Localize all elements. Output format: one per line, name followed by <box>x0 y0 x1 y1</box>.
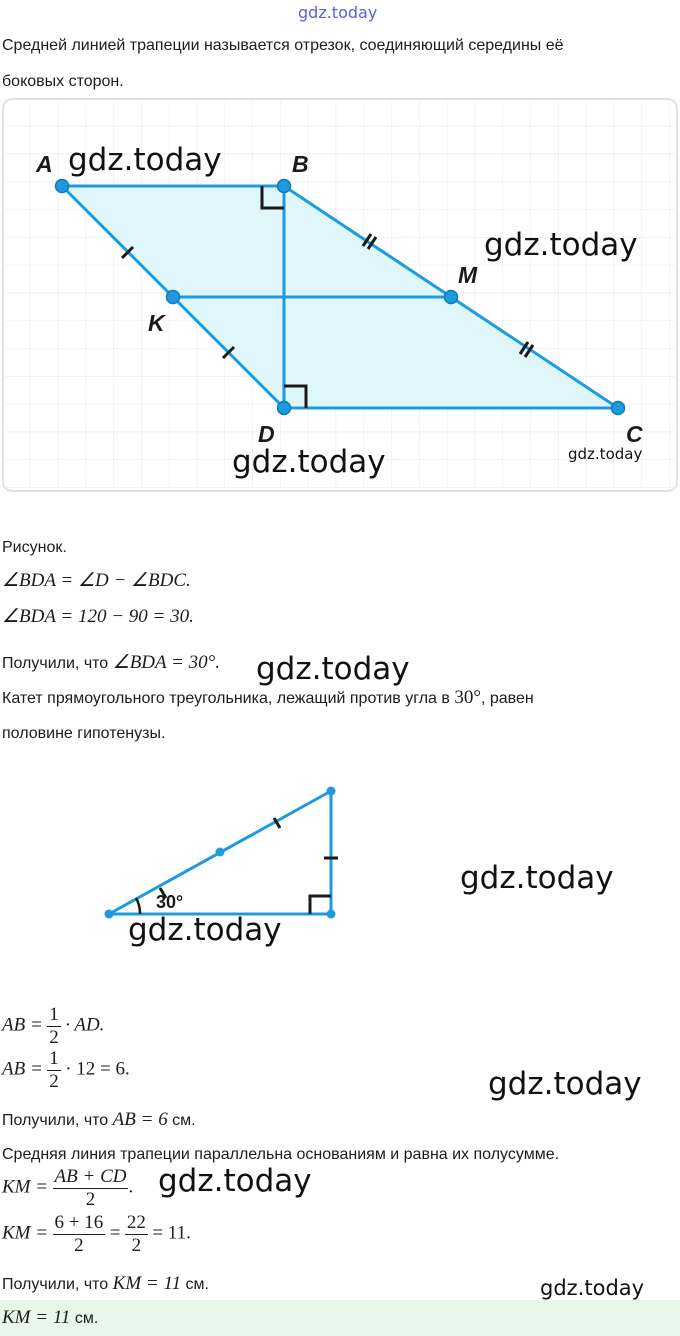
result-1 <box>2 653 220 674</box>
km-eq-1-num: AB + CD <box>54 1166 127 1187</box>
triangle-vertex-top <box>327 787 336 796</box>
angle-label: 30° <box>156 892 184 912</box>
km-eq-2-lhs: KM = <box>2 1222 49 1244</box>
km-eq-1-lhs: KM = <box>2 1176 49 1198</box>
result-2-math: AB = 6 <box>112 1109 168 1130</box>
watermark-fig1-b: gdz.today <box>484 227 638 263</box>
ab-eq-2-rhs: · 12 = 6. <box>65 1058 130 1080</box>
rule-2: Средняя линия трапеции параллельна основаниям и равна их полусумме. <box>2 1146 560 1163</box>
point-a <box>56 180 69 193</box>
result-3-math: KM = 11 <box>112 1273 182 1294</box>
result-3-prefix: Получили, что <box>2 1276 109 1293</box>
label-c: C <box>626 421 643 447</box>
triangle-figure <box>90 778 350 928</box>
km-eq-2-den-2: 2 <box>131 1235 142 1256</box>
result-1-prefix: Получили, что <box>2 655 109 672</box>
intro-line-1: Средней линией трапеции называется отрезок, соединяющий середины её <box>2 37 564 54</box>
ab-eq-1-rhs: · AD. <box>65 1014 105 1036</box>
ab-eq-2-num: 1 <box>49 1048 59 1069</box>
result-3 <box>2 1274 209 1295</box>
rule-1-line-2: половине гипотенузы. <box>2 725 166 742</box>
km-eq-2-tail: = 11. <box>152 1222 191 1244</box>
result-2 <box>2 1110 196 1131</box>
label-m: M <box>458 262 478 288</box>
km-eq-1-den: 2 <box>85 1189 96 1210</box>
rule-1-tail: , равен <box>480 690 534 707</box>
ab-eq-1-lhs: AB = <box>2 1014 43 1036</box>
result-2-prefix: Получили, что <box>2 1112 109 1129</box>
km-equation-2 <box>2 1212 191 1257</box>
final-answer <box>2 1308 98 1329</box>
ab-equation-2 <box>2 1048 130 1093</box>
watermark-text-d: gdz.today <box>540 1276 645 1300</box>
result-1-math: ∠BDA = 30°. <box>112 652 220 673</box>
rule-1-line-1 <box>2 688 534 709</box>
label-b: B <box>292 151 309 177</box>
label-k: K <box>148 310 165 336</box>
km-eq-2-den-1: 2 <box>74 1235 84 1256</box>
km-eq-2-num-1: 6 + 16 <box>54 1212 104 1233</box>
point-c <box>612 402 625 415</box>
ab-eq-1-fraction <box>47 1004 61 1049</box>
ab-equation-1 <box>2 1004 104 1049</box>
equation-2: ∠BDA = 120 − 90 = 30. <box>2 606 194 627</box>
answer-box <box>0 1300 680 1336</box>
watermark-fig2-b: gdz.today <box>460 860 614 896</box>
watermark-text-a: gdz.today <box>256 651 410 687</box>
equation-1: ∠BDA = ∠D − ∠BDC. <box>2 570 191 591</box>
triangle-vertex-left <box>105 910 114 919</box>
ab-eq-2-lhs: AB = <box>2 1058 43 1080</box>
km-eq-2-equals: = <box>109 1222 121 1244</box>
rule-1-text: Катет прямоугольного треугольника, лежащий против угла в <box>2 690 450 707</box>
triangle-hyp-mid <box>216 848 225 857</box>
ab-eq-1-den: 2 <box>49 1027 59 1048</box>
final-answer-math: KM = 11 <box>2 1307 71 1328</box>
label-a: A <box>36 151 53 177</box>
intro-line-2: боковых сторон. <box>2 73 124 90</box>
watermark-fig1-a: gdz.today <box>68 142 222 178</box>
watermark-fig1-d: gdz.today <box>568 445 643 463</box>
label-d: D <box>258 421 275 447</box>
rule-1-angle: 30° <box>454 687 481 708</box>
km-eq-2-fraction-1 <box>53 1212 106 1257</box>
km-eq-1-fraction <box>53 1166 129 1211</box>
result-3-unit: см. <box>185 1276 209 1293</box>
ab-eq-1-num: 1 <box>49 1004 59 1025</box>
triangle-vertex-right <box>327 910 336 919</box>
caption-figure: Рисунок. <box>2 539 67 556</box>
watermark-text-b: gdz.today <box>488 1066 642 1102</box>
km-eq-1-tail: . <box>128 1176 134 1198</box>
watermark-text-c: gdz.today <box>158 1163 312 1199</box>
point-m <box>445 291 458 304</box>
point-b <box>278 180 291 193</box>
watermark-fig1-c: gdz.today <box>232 444 386 480</box>
final-answer-unit: см. <box>74 1310 99 1327</box>
point-k <box>167 291 180 304</box>
ab-eq-2-fraction <box>47 1048 61 1093</box>
watermark-fig2-a: gdz.today <box>128 912 282 948</box>
km-eq-2-fraction-2 <box>125 1212 148 1257</box>
result-2-unit: см. <box>172 1112 196 1129</box>
point-d <box>278 402 291 415</box>
km-equation-1 <box>2 1166 133 1211</box>
km-eq-2-num-2: 22 <box>126 1212 146 1233</box>
watermark-top: gdz.today <box>298 3 378 22</box>
ab-eq-2-den: 2 <box>49 1071 59 1092</box>
